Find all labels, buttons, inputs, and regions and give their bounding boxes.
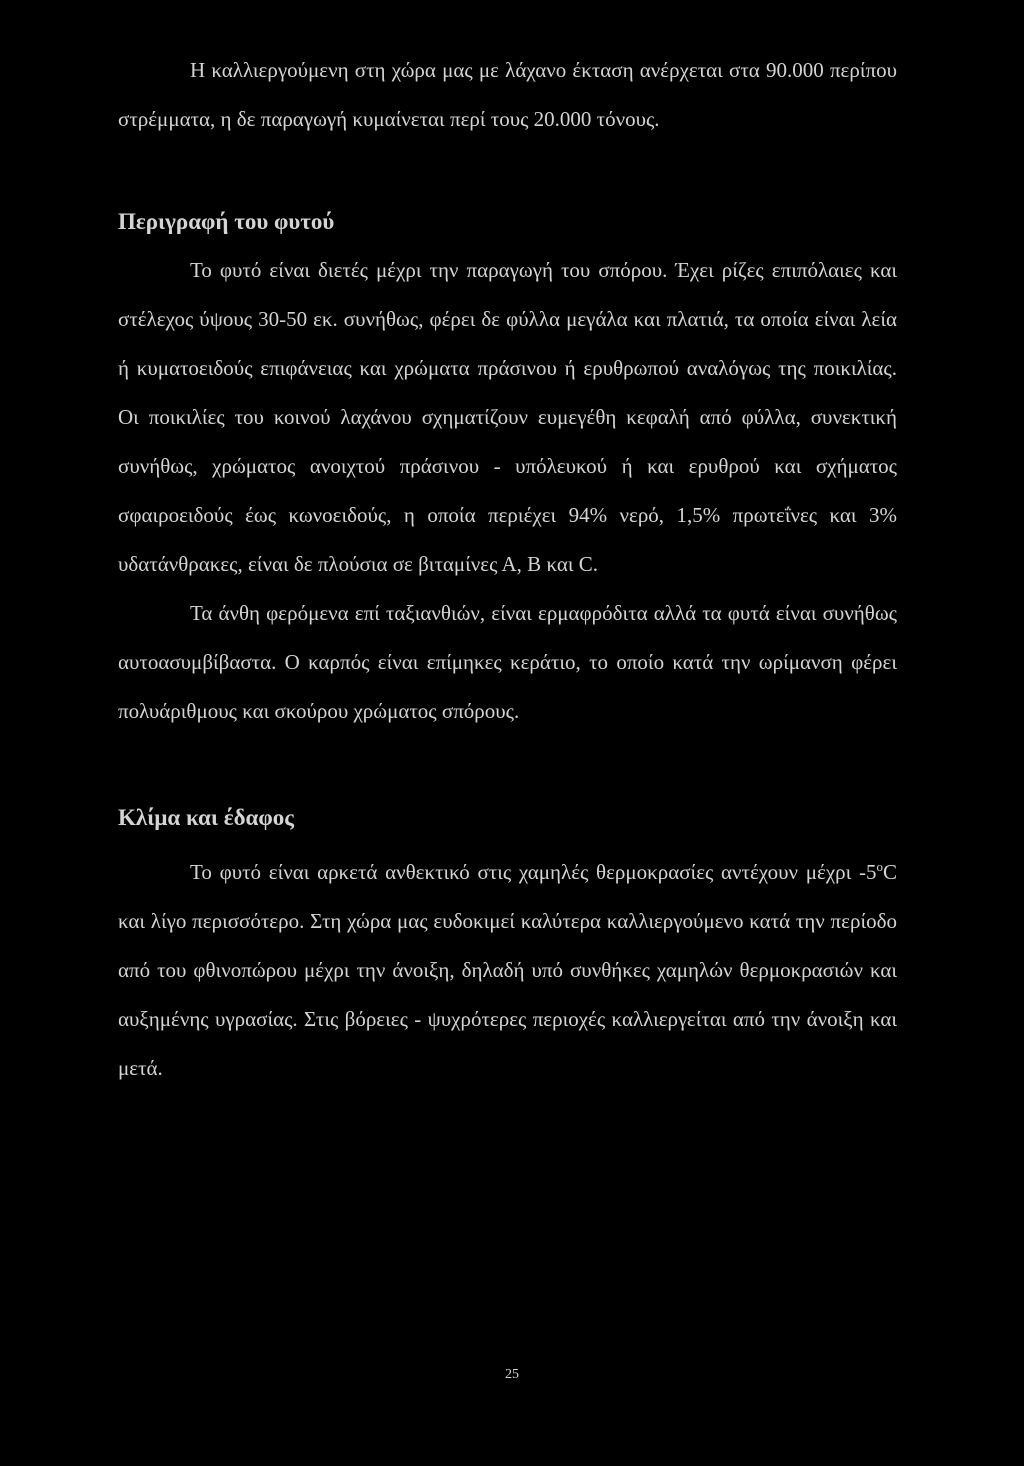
plant-description-paragraph-1: Το φυτό είναι διετές μέχρι την παραγωγή του σπόρου. Έχει ρίζες επιπόλαιες και στέλεχος ύψους 30-50 εκ. συνήθως, φέρει δε φύλλα μεγάλα και πλατιά, τα οποία είναι λεία ή κυματοειδούς επιφάνειας και χρώματα πράσινου ή ερυθρωπού αναλόγως της ποικιλίας. Οι ποικιλίες του κοινού λαχάνου σχηματίζουν ευμεγέθη κεφαλή από φύλλα, συνεκτική συνήθως, χρώματος ανοιχτού πράσινου - υπόλευκού ή και ερυθρού και σχήματος σφαιροειδούς έως κωνοειδούς, η οποία περιέχει 94% νερό, 1,5% πρωτεΐνες και 3% υδατάνθρακες, είναι δε πλούσια σε βιταμίνες Α, Β και C. [118, 258, 897, 576]
section-heading-climate-soil: Κλίμα και έδαφος [118, 805, 294, 830]
page-number: 25 [505, 1367, 519, 1382]
climate-text-after: C και λίγο περισσότερο. Στη χώρα μας ευδοκιμεί καλύτερα καλλιεργούμενο κατά την περίοδο από του φθινοπώρου μέχρι την άνοιξη, δηλαδή υπό συνθήκες χαμηλών θερμοκρασιών και αυξημένης υγρασίας. Στις βόρειες - ψυχρότερες περιοχές καλλιεργείται από την άνοιξη και μετά. [118, 860, 897, 1080]
climate-text-before: Το φυτό είναι αρκετά ανθεκτικό στις χαμηλές θερμοκρασίες αντέχουν μέχρι -5 [190, 860, 877, 884]
climate-paragraph [118, 842, 897, 1093]
intro-paragraph: Η καλλιεργούμενη στη χώρα μας με λάχανο έκταση ανέρχεται στα 90.000 περίπου στρέμματα, η δε παραγωγή κυμαίνεται περί τους 20.000 τόνους. [118, 58, 897, 131]
degree-superscript: o [876, 859, 883, 874]
plant-description-paragraph-2: Τα άνθη φερόμενα επί ταξιανθιών, είναι ερμαφρόδιτα αλλά τα φυτά είναι συνήθως αυτοασυμβίβαστα. Ο καρπός είναι επίμηκες κεράτιο, το οποίο κατά την ωρίμανση φέρει πολυάριθμους και σκούρου χρώματος σπόρους. [118, 601, 897, 723]
section-heading-plant-description: Περιγραφή του φυτού [118, 209, 335, 234]
document-page [118, 46, 897, 1093]
